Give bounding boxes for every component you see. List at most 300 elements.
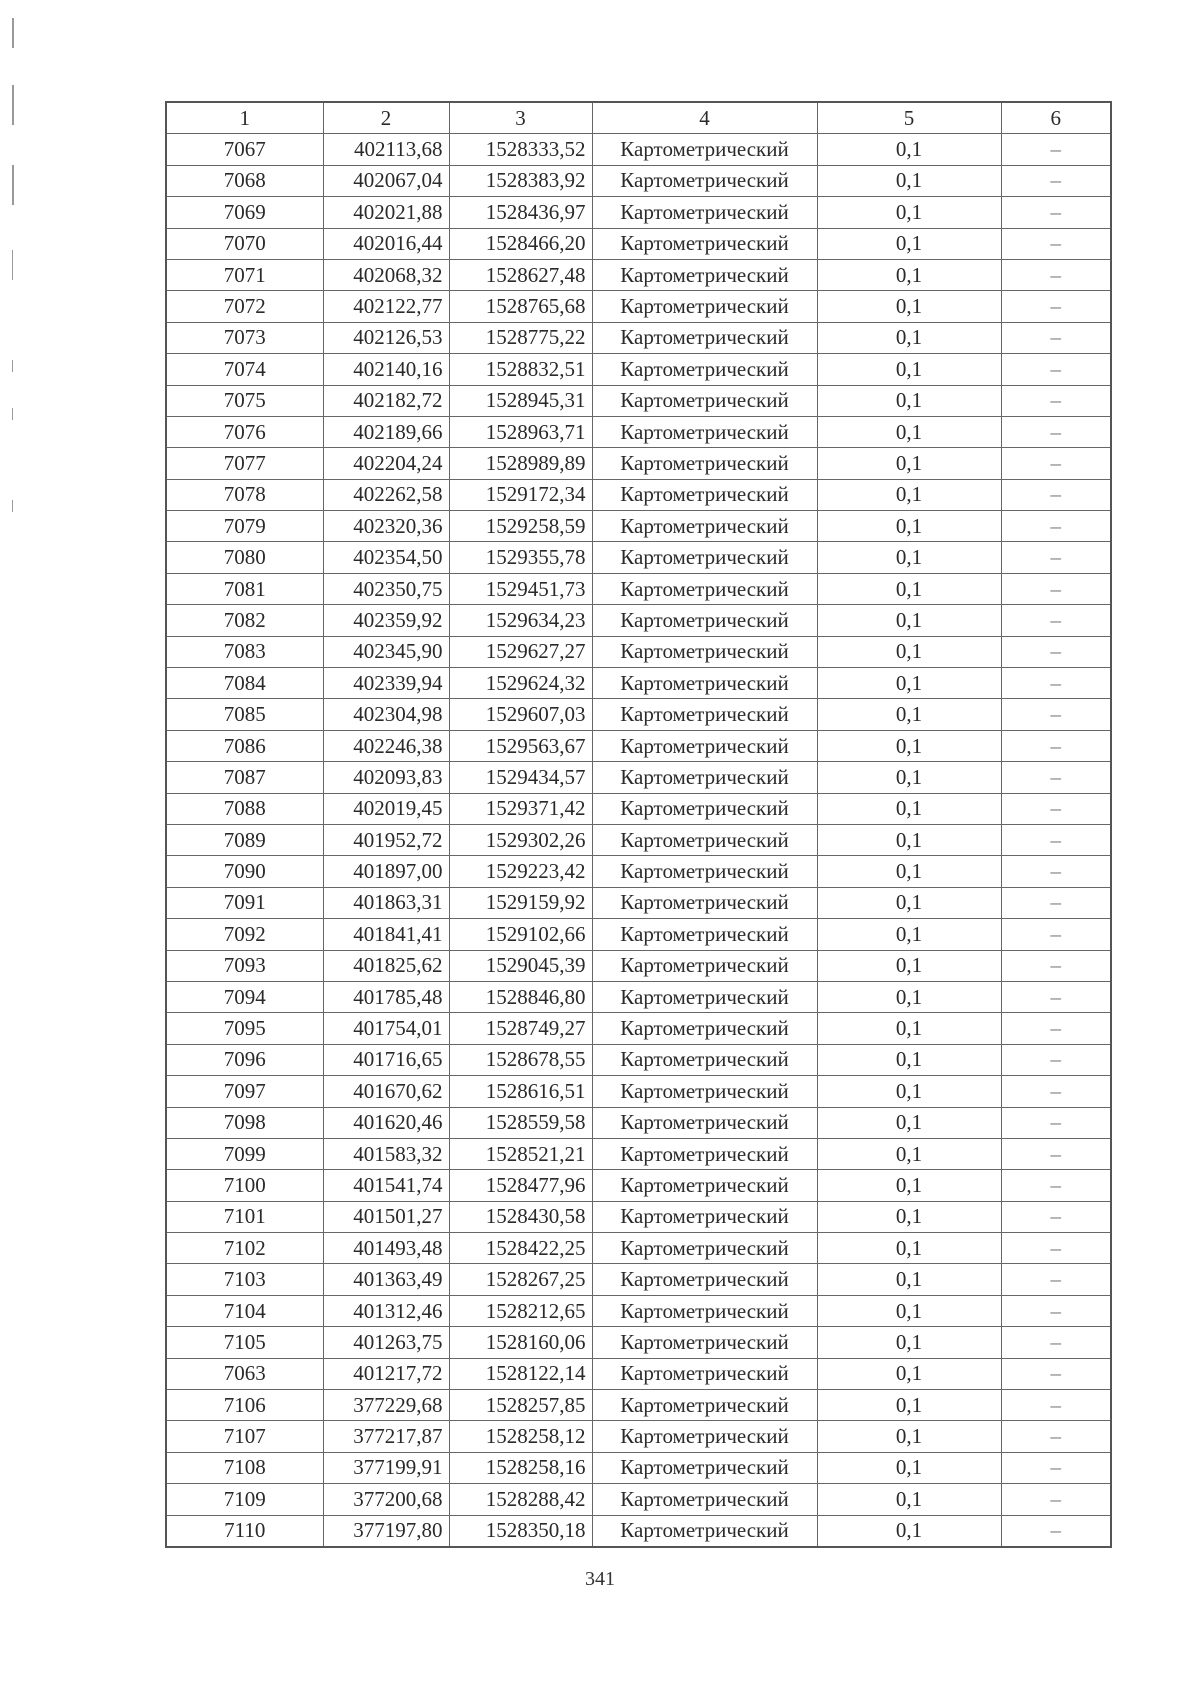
point-number-cell: 7069 xyxy=(166,197,323,228)
accuracy-cell: 0,1 xyxy=(817,762,1001,793)
accuracy-cell: 0,1 xyxy=(817,1170,1001,1201)
x-coordinate-cell: 401841,41 xyxy=(323,919,449,950)
table-row xyxy=(166,636,1111,667)
table-row xyxy=(166,950,1111,981)
table-row xyxy=(166,856,1111,887)
y-coordinate-cell: 1529258,59 xyxy=(449,511,592,542)
note-cell: – xyxy=(1001,636,1111,667)
y-coordinate-cell: 1529223,42 xyxy=(449,856,592,887)
accuracy-cell: 0,1 xyxy=(817,573,1001,604)
table-row xyxy=(166,511,1111,542)
accuracy-cell: 0,1 xyxy=(817,1295,1001,1326)
table-row xyxy=(166,762,1111,793)
method-cell: Картометрический xyxy=(592,165,817,196)
method-cell: Картометрический xyxy=(592,1138,817,1169)
table-row xyxy=(166,385,1111,416)
header-col-1: 1 xyxy=(166,102,323,134)
point-number-cell: 7109 xyxy=(166,1484,323,1515)
method-cell: Картометрический xyxy=(592,1076,817,1107)
accuracy-cell: 0,1 xyxy=(817,322,1001,353)
accuracy-cell: 0,1 xyxy=(817,1076,1001,1107)
x-coordinate-cell: 402122,77 xyxy=(323,291,449,322)
x-coordinate-cell: 402126,53 xyxy=(323,322,449,353)
y-coordinate-cell: 1528466,20 xyxy=(449,228,592,259)
y-coordinate-cell: 1528383,92 xyxy=(449,165,592,196)
note-cell: – xyxy=(1001,1044,1111,1075)
table-row xyxy=(166,573,1111,604)
note-cell: – xyxy=(1001,259,1111,290)
y-coordinate-cell: 1528945,31 xyxy=(449,385,592,416)
point-number-cell: 7082 xyxy=(166,605,323,636)
x-coordinate-cell: 401754,01 xyxy=(323,1013,449,1044)
accuracy-cell: 0,1 xyxy=(817,1013,1001,1044)
note-cell: – xyxy=(1001,511,1111,542)
note-cell: – xyxy=(1001,1358,1111,1389)
table-body xyxy=(166,134,1111,1547)
table-row xyxy=(166,1421,1111,1452)
coordinates-table xyxy=(165,101,1112,1548)
method-cell: Картометрический xyxy=(592,699,817,730)
accuracy-cell: 0,1 xyxy=(817,1421,1001,1452)
note-cell: – xyxy=(1001,1421,1111,1452)
x-coordinate-cell: 377200,68 xyxy=(323,1484,449,1515)
point-number-cell: 7098 xyxy=(166,1107,323,1138)
note-cell: – xyxy=(1001,1484,1111,1515)
note-cell: – xyxy=(1001,730,1111,761)
accuracy-cell: 0,1 xyxy=(817,856,1001,887)
method-cell: Картометрический xyxy=(592,197,817,228)
note-cell: – xyxy=(1001,228,1111,259)
y-coordinate-cell: 1528422,25 xyxy=(449,1233,592,1264)
x-coordinate-cell: 402339,94 xyxy=(323,668,449,699)
accuracy-cell: 0,1 xyxy=(817,542,1001,573)
y-coordinate-cell: 1528559,58 xyxy=(449,1107,592,1138)
scan-artifact xyxy=(12,360,13,372)
point-number-cell: 7090 xyxy=(166,856,323,887)
y-coordinate-cell: 1528616,51 xyxy=(449,1076,592,1107)
method-cell: Картометрический xyxy=(592,919,817,950)
note-cell: – xyxy=(1001,448,1111,479)
y-coordinate-cell: 1528257,85 xyxy=(449,1390,592,1421)
y-coordinate-cell: 1529451,73 xyxy=(449,573,592,604)
table-row xyxy=(166,1044,1111,1075)
method-cell: Картометрический xyxy=(592,228,817,259)
x-coordinate-cell: 401583,32 xyxy=(323,1138,449,1169)
point-number-cell: 7072 xyxy=(166,291,323,322)
scan-artifact xyxy=(12,500,13,512)
y-coordinate-cell: 1528963,71 xyxy=(449,416,592,447)
x-coordinate-cell: 402068,32 xyxy=(323,259,449,290)
table-row xyxy=(166,699,1111,730)
table-row xyxy=(166,793,1111,824)
note-cell: – xyxy=(1001,165,1111,196)
page-number: 341 xyxy=(585,1568,615,1590)
x-coordinate-cell: 401217,72 xyxy=(323,1358,449,1389)
table-row xyxy=(166,730,1111,761)
point-number-cell: 7063 xyxy=(166,1358,323,1389)
point-number-cell: 7105 xyxy=(166,1327,323,1358)
y-coordinate-cell: 1528333,52 xyxy=(449,134,592,165)
accuracy-cell: 0,1 xyxy=(817,636,1001,667)
table-row xyxy=(166,479,1111,510)
accuracy-cell: 0,1 xyxy=(817,605,1001,636)
method-cell: Картометрический xyxy=(592,981,817,1012)
header-col-5: 5 xyxy=(817,102,1001,134)
y-coordinate-cell: 1528989,89 xyxy=(449,448,592,479)
x-coordinate-cell: 402204,24 xyxy=(323,448,449,479)
note-cell: – xyxy=(1001,416,1111,447)
point-number-cell: 7108 xyxy=(166,1452,323,1483)
table-row xyxy=(166,354,1111,385)
note-cell: – xyxy=(1001,542,1111,573)
table-row xyxy=(166,919,1111,950)
y-coordinate-cell: 1528430,58 xyxy=(449,1201,592,1232)
method-cell: Картометрический xyxy=(592,856,817,887)
accuracy-cell: 0,1 xyxy=(817,919,1001,950)
method-cell: Картометрический xyxy=(592,542,817,573)
accuracy-cell: 0,1 xyxy=(817,228,1001,259)
note-cell: – xyxy=(1001,919,1111,950)
point-number-cell: 7084 xyxy=(166,668,323,699)
method-cell: Картометрический xyxy=(592,448,817,479)
method-cell: Картометрический xyxy=(592,1170,817,1201)
scan-artifact xyxy=(12,408,13,420)
point-number-cell: 7103 xyxy=(166,1264,323,1295)
header-row xyxy=(166,102,1111,134)
note-cell: – xyxy=(1001,762,1111,793)
method-cell: Картометрический xyxy=(592,1295,817,1326)
point-number-cell: 7093 xyxy=(166,950,323,981)
method-cell: Картометрический xyxy=(592,511,817,542)
point-number-cell: 7110 xyxy=(166,1515,323,1547)
method-cell: Картометрический xyxy=(592,636,817,667)
point-number-cell: 7079 xyxy=(166,511,323,542)
note-cell: – xyxy=(1001,1107,1111,1138)
note-cell: – xyxy=(1001,856,1111,887)
note-cell: – xyxy=(1001,291,1111,322)
table-row xyxy=(166,291,1111,322)
method-cell: Картометрический xyxy=(592,573,817,604)
accuracy-cell: 0,1 xyxy=(817,1201,1001,1232)
y-coordinate-cell: 1528477,96 xyxy=(449,1170,592,1201)
accuracy-cell: 0,1 xyxy=(817,479,1001,510)
y-coordinate-cell: 1528288,42 xyxy=(449,1484,592,1515)
note-cell: – xyxy=(1001,479,1111,510)
point-number-cell: 7081 xyxy=(166,573,323,604)
accuracy-cell: 0,1 xyxy=(817,448,1001,479)
y-coordinate-cell: 1529172,34 xyxy=(449,479,592,510)
table-row xyxy=(166,981,1111,1012)
x-coordinate-cell: 401716,65 xyxy=(323,1044,449,1075)
table-row xyxy=(166,448,1111,479)
y-coordinate-cell: 1528122,14 xyxy=(449,1358,592,1389)
header-col-2: 2 xyxy=(323,102,449,134)
table-row xyxy=(166,134,1111,165)
accuracy-cell: 0,1 xyxy=(817,1138,1001,1169)
point-number-cell: 7071 xyxy=(166,259,323,290)
y-coordinate-cell: 1529627,27 xyxy=(449,636,592,667)
table-row xyxy=(166,1170,1111,1201)
method-cell: Картометрический xyxy=(592,385,817,416)
method-cell: Картометрический xyxy=(592,1044,817,1075)
y-coordinate-cell: 1528267,25 xyxy=(449,1264,592,1295)
x-coordinate-cell: 401897,00 xyxy=(323,856,449,887)
y-coordinate-cell: 1529624,32 xyxy=(449,668,592,699)
scan-artifact xyxy=(12,85,14,125)
point-number-cell: 7102 xyxy=(166,1233,323,1264)
accuracy-cell: 0,1 xyxy=(817,291,1001,322)
method-cell: Картометрический xyxy=(592,1233,817,1264)
y-coordinate-cell: 1529634,23 xyxy=(449,605,592,636)
note-cell: – xyxy=(1001,354,1111,385)
method-cell: Картометрический xyxy=(592,1264,817,1295)
point-number-cell: 7106 xyxy=(166,1390,323,1421)
accuracy-cell: 0,1 xyxy=(817,197,1001,228)
method-cell: Картометрический xyxy=(592,887,817,918)
note-cell: – xyxy=(1001,887,1111,918)
note-cell: – xyxy=(1001,1515,1111,1547)
y-coordinate-cell: 1528749,27 xyxy=(449,1013,592,1044)
x-coordinate-cell: 402019,45 xyxy=(323,793,449,824)
x-coordinate-cell: 402067,04 xyxy=(323,165,449,196)
accuracy-cell: 0,1 xyxy=(817,699,1001,730)
table-row xyxy=(166,259,1111,290)
table-row xyxy=(166,1390,1111,1421)
point-number-cell: 7083 xyxy=(166,636,323,667)
method-cell: Картометрический xyxy=(592,291,817,322)
method-cell: Картометрический xyxy=(592,1201,817,1232)
method-cell: Картометрический xyxy=(592,730,817,761)
point-number-cell: 7088 xyxy=(166,793,323,824)
method-cell: Картометрический xyxy=(592,605,817,636)
point-number-cell: 7096 xyxy=(166,1044,323,1075)
table-header xyxy=(166,102,1111,134)
x-coordinate-cell: 377229,68 xyxy=(323,1390,449,1421)
x-coordinate-cell: 402350,75 xyxy=(323,573,449,604)
x-coordinate-cell: 377197,80 xyxy=(323,1515,449,1547)
y-coordinate-cell: 1528832,51 xyxy=(449,354,592,385)
x-coordinate-cell: 402345,90 xyxy=(323,636,449,667)
point-number-cell: 7080 xyxy=(166,542,323,573)
y-coordinate-cell: 1528775,22 xyxy=(449,322,592,353)
method-cell: Картометрический xyxy=(592,322,817,353)
table-row xyxy=(166,1076,1111,1107)
table-row xyxy=(166,542,1111,573)
point-number-cell: 7104 xyxy=(166,1295,323,1326)
y-coordinate-cell: 1528258,12 xyxy=(449,1421,592,1452)
note-cell: – xyxy=(1001,1233,1111,1264)
x-coordinate-cell: 401863,31 xyxy=(323,887,449,918)
point-number-cell: 7101 xyxy=(166,1201,323,1232)
note-cell: – xyxy=(1001,322,1111,353)
y-coordinate-cell: 1528212,65 xyxy=(449,1295,592,1326)
accuracy-cell: 0,1 xyxy=(817,1264,1001,1295)
method-cell: Картометрический xyxy=(592,1390,817,1421)
note-cell: – xyxy=(1001,1452,1111,1483)
point-number-cell: 7074 xyxy=(166,354,323,385)
scan-artifact xyxy=(12,250,13,280)
note-cell: – xyxy=(1001,1138,1111,1169)
accuracy-cell: 0,1 xyxy=(817,354,1001,385)
method-cell: Картометрический xyxy=(592,793,817,824)
accuracy-cell: 0,1 xyxy=(817,1107,1001,1138)
table-row xyxy=(166,322,1111,353)
y-coordinate-cell: 1529563,67 xyxy=(449,730,592,761)
accuracy-cell: 0,1 xyxy=(817,793,1001,824)
x-coordinate-cell: 402304,98 xyxy=(323,699,449,730)
accuracy-cell: 0,1 xyxy=(817,1044,1001,1075)
accuracy-cell: 0,1 xyxy=(817,950,1001,981)
point-number-cell: 7097 xyxy=(166,1076,323,1107)
scan-artifact xyxy=(12,165,14,205)
point-number-cell: 7086 xyxy=(166,730,323,761)
y-coordinate-cell: 1528627,48 xyxy=(449,259,592,290)
method-cell: Картометрический xyxy=(592,1013,817,1044)
point-number-cell: 7070 xyxy=(166,228,323,259)
table-row xyxy=(166,1264,1111,1295)
header-col-6: 6 xyxy=(1001,102,1111,134)
note-cell: – xyxy=(1001,197,1111,228)
y-coordinate-cell: 1529434,57 xyxy=(449,762,592,793)
x-coordinate-cell: 402359,92 xyxy=(323,605,449,636)
table-row xyxy=(166,1452,1111,1483)
note-cell: – xyxy=(1001,981,1111,1012)
method-cell: Картометрический xyxy=(592,950,817,981)
y-coordinate-cell: 1529302,26 xyxy=(449,824,592,855)
point-number-cell: 7095 xyxy=(166,1013,323,1044)
x-coordinate-cell: 402354,50 xyxy=(323,542,449,573)
x-coordinate-cell: 401785,48 xyxy=(323,981,449,1012)
note-cell: – xyxy=(1001,573,1111,604)
accuracy-cell: 0,1 xyxy=(817,1390,1001,1421)
point-number-cell: 7085 xyxy=(166,699,323,730)
note-cell: – xyxy=(1001,134,1111,165)
table-row xyxy=(166,668,1111,699)
x-coordinate-cell: 401263,75 xyxy=(323,1327,449,1358)
x-coordinate-cell: 402182,72 xyxy=(323,385,449,416)
point-number-cell: 7091 xyxy=(166,887,323,918)
table-row xyxy=(166,165,1111,196)
x-coordinate-cell: 401541,74 xyxy=(323,1170,449,1201)
x-coordinate-cell: 401493,48 xyxy=(323,1233,449,1264)
table-row xyxy=(166,1138,1111,1169)
method-cell: Картометрический xyxy=(592,1515,817,1547)
accuracy-cell: 0,1 xyxy=(817,887,1001,918)
table-row xyxy=(166,1233,1111,1264)
note-cell: – xyxy=(1001,1327,1111,1358)
method-cell: Картометрический xyxy=(592,1358,817,1389)
table-row xyxy=(166,416,1111,447)
x-coordinate-cell: 401312,46 xyxy=(323,1295,449,1326)
point-number-cell: 7077 xyxy=(166,448,323,479)
table-row xyxy=(166,1327,1111,1358)
point-number-cell: 7075 xyxy=(166,385,323,416)
note-cell: – xyxy=(1001,793,1111,824)
table-row xyxy=(166,1107,1111,1138)
note-cell: – xyxy=(1001,824,1111,855)
point-number-cell: 7107 xyxy=(166,1421,323,1452)
method-cell: Картометрический xyxy=(592,134,817,165)
note-cell: – xyxy=(1001,668,1111,699)
x-coordinate-cell: 402093,83 xyxy=(323,762,449,793)
point-number-cell: 7076 xyxy=(166,416,323,447)
point-number-cell: 7068 xyxy=(166,165,323,196)
accuracy-cell: 0,1 xyxy=(817,730,1001,761)
table-row xyxy=(166,824,1111,855)
x-coordinate-cell: 401620,46 xyxy=(323,1107,449,1138)
note-cell: – xyxy=(1001,1013,1111,1044)
accuracy-cell: 0,1 xyxy=(817,1484,1001,1515)
table-row xyxy=(166,605,1111,636)
table-row xyxy=(166,197,1111,228)
y-coordinate-cell: 1528521,21 xyxy=(449,1138,592,1169)
x-coordinate-cell: 401952,72 xyxy=(323,824,449,855)
point-number-cell: 7089 xyxy=(166,824,323,855)
accuracy-cell: 0,1 xyxy=(817,981,1001,1012)
note-cell: – xyxy=(1001,1264,1111,1295)
point-number-cell: 7087 xyxy=(166,762,323,793)
scan-artifact xyxy=(12,18,14,48)
note-cell: – xyxy=(1001,1295,1111,1326)
y-coordinate-cell: 1529607,03 xyxy=(449,699,592,730)
note-cell: – xyxy=(1001,605,1111,636)
accuracy-cell: 0,1 xyxy=(817,1358,1001,1389)
method-cell: Картометрический xyxy=(592,824,817,855)
note-cell: – xyxy=(1001,1076,1111,1107)
point-number-cell: 7067 xyxy=(166,134,323,165)
accuracy-cell: 0,1 xyxy=(817,259,1001,290)
table-row xyxy=(166,1013,1111,1044)
method-cell: Картометрический xyxy=(592,354,817,385)
y-coordinate-cell: 1528258,16 xyxy=(449,1452,592,1483)
point-number-cell: 7099 xyxy=(166,1138,323,1169)
point-number-cell: 7092 xyxy=(166,919,323,950)
accuracy-cell: 0,1 xyxy=(817,416,1001,447)
x-coordinate-cell: 402016,44 xyxy=(323,228,449,259)
y-coordinate-cell: 1528846,80 xyxy=(449,981,592,1012)
note-cell: – xyxy=(1001,385,1111,416)
x-coordinate-cell: 377217,87 xyxy=(323,1421,449,1452)
accuracy-cell: 0,1 xyxy=(817,511,1001,542)
y-coordinate-cell: 1529371,42 xyxy=(449,793,592,824)
point-number-cell: 7073 xyxy=(166,322,323,353)
accuracy-cell: 0,1 xyxy=(817,1233,1001,1264)
y-coordinate-cell: 1528436,97 xyxy=(449,197,592,228)
accuracy-cell: 0,1 xyxy=(817,668,1001,699)
y-coordinate-cell: 1528678,55 xyxy=(449,1044,592,1075)
method-cell: Картометрический xyxy=(592,479,817,510)
table-row xyxy=(166,887,1111,918)
method-cell: Картометрический xyxy=(592,259,817,290)
y-coordinate-cell: 1528350,18 xyxy=(449,1515,592,1547)
method-cell: Картометрический xyxy=(592,668,817,699)
method-cell: Картометрический xyxy=(592,1452,817,1483)
y-coordinate-cell: 1529045,39 xyxy=(449,950,592,981)
method-cell: Картометрический xyxy=(592,1327,817,1358)
method-cell: Картометрический xyxy=(592,1107,817,1138)
y-coordinate-cell: 1529159,92 xyxy=(449,887,592,918)
x-coordinate-cell: 402262,58 xyxy=(323,479,449,510)
y-coordinate-cell: 1529102,66 xyxy=(449,919,592,950)
method-cell: Картометрический xyxy=(592,416,817,447)
note-cell: – xyxy=(1001,1201,1111,1232)
accuracy-cell: 0,1 xyxy=(817,824,1001,855)
y-coordinate-cell: 1529355,78 xyxy=(449,542,592,573)
x-coordinate-cell: 402189,66 xyxy=(323,416,449,447)
point-number-cell: 7094 xyxy=(166,981,323,1012)
x-coordinate-cell: 402021,88 xyxy=(323,197,449,228)
x-coordinate-cell: 401825,62 xyxy=(323,950,449,981)
